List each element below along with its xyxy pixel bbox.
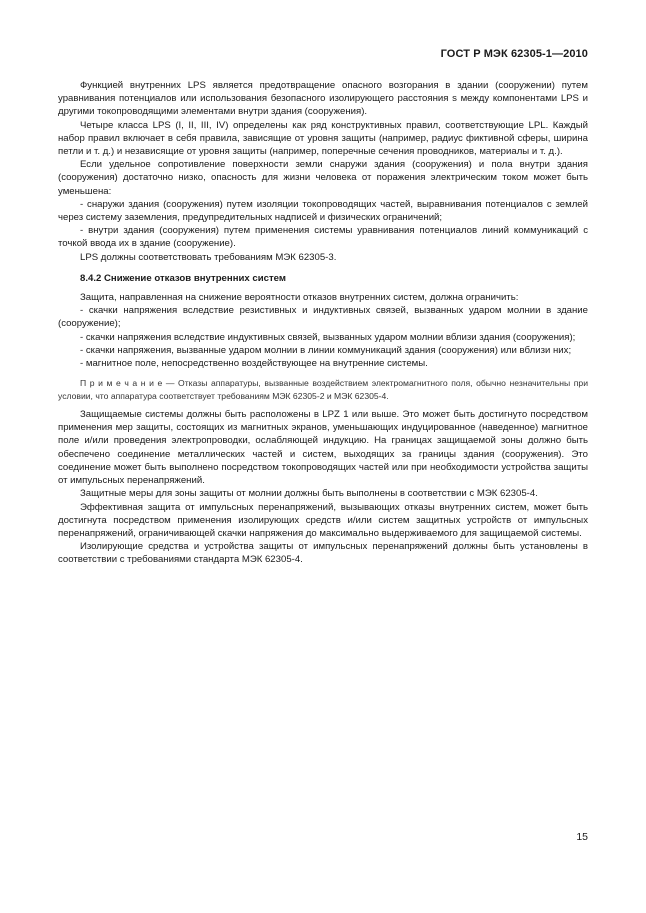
list-item: - магнитное поле, непосредственно воздействующее на внутренние системы. xyxy=(80,358,428,370)
note-label: П р и м е ч а н и е — xyxy=(80,378,175,389)
paragraph: Эффективная защита от импульсных перенапряжений, вызывающих отказы внутренних систем, может быть достигнута посредством применения изолирующих средств и/или систем защитных устройств от импульсных перенапряжений, ограничивающей скачки напряжения до максимально выдерживаемого для защищаемой системы. xyxy=(58,501,588,539)
section-heading: 8.4.2 Снижение отказов внутренних систем xyxy=(80,272,286,284)
document-body xyxy=(58,79,588,567)
list-item: - скачки напряжения вследствие резистивных и индуктивных связей, вызванных ударом молнии в здание (сооружение); xyxy=(58,305,588,330)
paragraph: Четыре класса LPS (I, II, III, IV) определены как ряд конструктивных правил, соответствующие LPL. Каждый набор правил включает в себя правила, зависящие от уровня защиты (например, радиус фиктивной сферы, ширина петли и т. д.) и независящие от уровня защиты (например, поперечные сечения проводников, материалы и т. д.). xyxy=(58,119,588,158)
paragraph: Функцией внутренних LPS является предотвращение опасного возгорания в здании (сооружении) путем уравнивания потенциалов или использования безопасного изолирующего расстояния s между компонентами LPS и другими токопроводящими элементами внутри здания (сооружения). xyxy=(58,80,588,118)
paragraph: Защита, направленная на снижение вероятности отказов внутренних систем, должна ограничить: xyxy=(80,292,519,304)
note-text: Отказы аппаратуры, вызванные воздействием электромагнитного поля, обычно незначительны при условии, что аппаратура соответствует требованиям МЭК 62305-2 и МЭК 62305-4. xyxy=(58,378,588,401)
note xyxy=(58,377,588,402)
paragraph: Изолирующие средства и устройства защиты от импульсных перенапряжений должны быть установлены в соответствии с требованиями стандарта МЭК 62305-4. xyxy=(58,541,588,566)
paragraph: Защищаемые системы должны быть расположены в LPZ 1 или выше. Это может быть достигнуто посредством применения мер защиты, состоящих из магнитных экранов, уменьшающих индуцированное (наведенное) магнитное поле и/или проведения электропроводки, ослабляющей индукцию. На границах защищаемой зоны должно быть обеспечено соединение металлических частей и систем, выходящих за границы здания (сооружения). Это соединение может быть выполнено посредством токопроводящих частей или при необходимости устройства защиты от импульсных перенапряжений. xyxy=(58,409,588,487)
list-item: - внутри здания (сооружения) путем применения системы уравнивания потенциалов линий коммуникаций с точкой ввода их в здание (сооружение). xyxy=(58,225,588,250)
paragraph: Защитные меры для зоны защиты от молнии должны быть выполнены в соответствии с МЭК 62305-4. xyxy=(80,488,538,500)
list-item: - снаружи здания (сооружения) путем изоляции токопроводящих частей, выравнивания потенциалов с землей через систему заземления, предупредительных надписей и физических ограничений; xyxy=(58,198,588,224)
standard-header: ГОСТ Р МЭК 62305-1—2010 xyxy=(440,48,588,60)
paragraph: Если удельное сопротивление поверхности земли снаружи здания (сооружения) и пола внутри здания (сооружения) достаточно низко, опасность для жизни человека от поражения электрическим током может быть уменьшена: xyxy=(58,159,588,197)
paragraph: LPS должны соответствовать требованиям МЭК 62305-3. xyxy=(80,251,337,263)
list-item: - скачки напряжения, вызванные ударом молнии в линии коммуникаций здания (сооружения) или вблизи них; xyxy=(80,344,572,356)
list-item: - скачки напряжения вследствие индуктивных связей, вызванных ударом молнии вблизи здания (сооружения); xyxy=(80,331,576,343)
page-number: 15 xyxy=(576,831,588,843)
